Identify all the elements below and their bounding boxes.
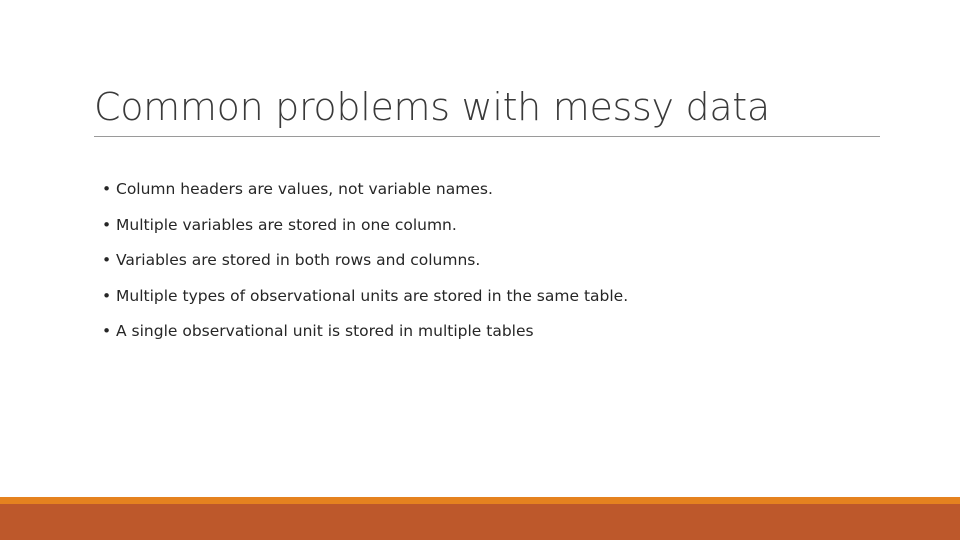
- bullet-item: [102, 176, 628, 212]
- bullet-item: [102, 212, 628, 248]
- bullet-dot: •: [102, 286, 112, 305]
- footer-band: [0, 504, 960, 540]
- bullet-text: Multiple types of observational units are stored in the same table.: [116, 286, 629, 305]
- bullet-text: A single observational unit is stored in multiple tables: [116, 322, 534, 340]
- bullet-item: [102, 318, 628, 354]
- footer-accent-stripe: [0, 497, 960, 504]
- bullet-text: Column headers are values, not variable names.: [116, 180, 493, 198]
- bullet-dot: •: [102, 251, 112, 269]
- bullet-dot: •: [102, 215, 112, 234]
- bullet-text: Variables are stored in both rows and columns.: [116, 251, 481, 269]
- bullet-text: Multiple variables are stored in one column.: [116, 215, 457, 234]
- bullet-item: [102, 247, 628, 283]
- bullet-list: [102, 176, 628, 354]
- title-underline: [94, 136, 880, 137]
- bullet-item: [102, 283, 628, 319]
- slide-title: Common problems with messy data: [94, 85, 770, 129]
- bullet-dot: •: [102, 322, 112, 340]
- bullet-dot: •: [102, 180, 112, 198]
